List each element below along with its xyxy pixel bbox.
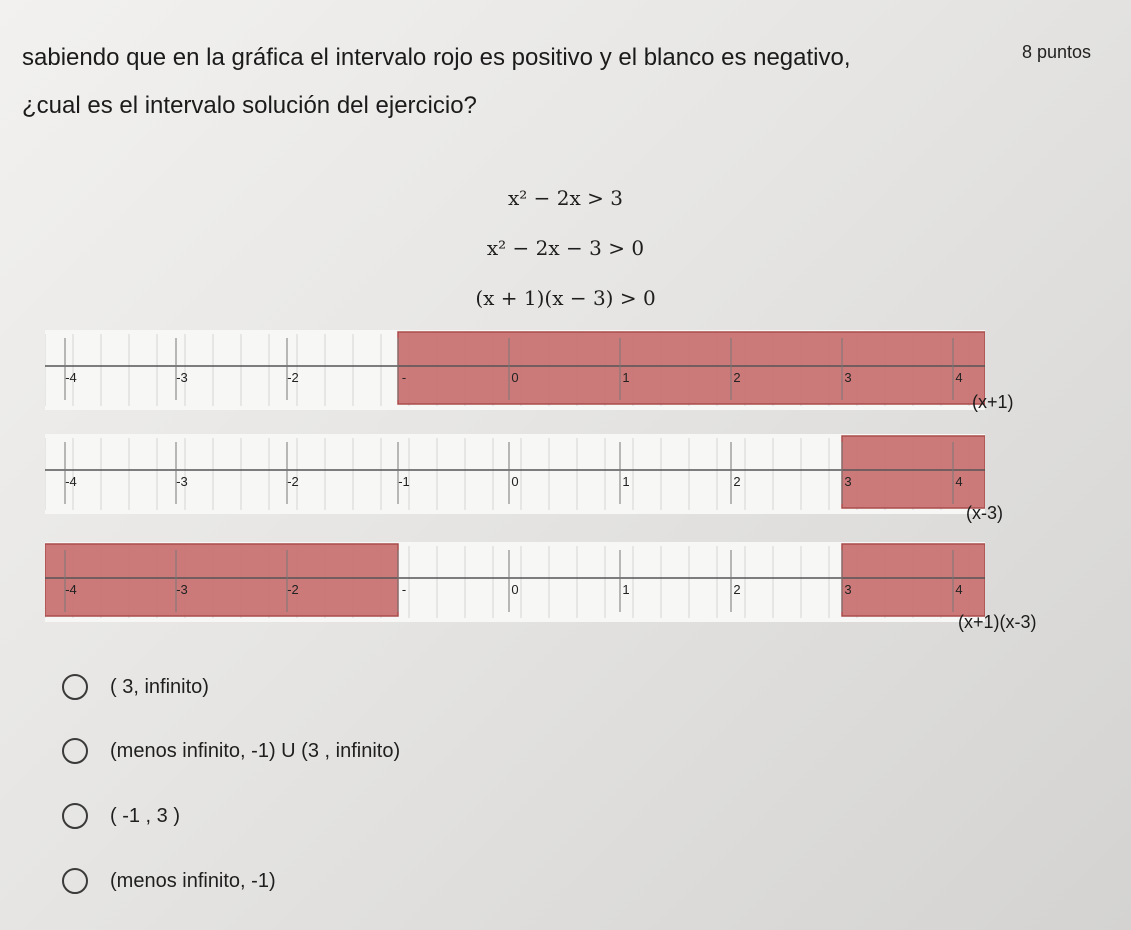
tick-label: -3 (176, 582, 188, 597)
number-line-svg (45, 330, 985, 410)
tick-label: 0 (511, 474, 519, 489)
option-label: (menos infinito, -1) U (3 , infinito) (110, 739, 401, 762)
number-line-svg (45, 434, 985, 514)
option-4[interactable] (62, 861, 662, 901)
tick-label: -4 (65, 370, 77, 385)
number-line-label: (x+1) (972, 392, 1014, 412)
tick-label: -2 (287, 582, 299, 597)
option-label: (menos infinito, -1) (110, 869, 276, 892)
tick-label: -1 (398, 474, 410, 489)
number-line-x-plus-1 (45, 330, 985, 410)
equation-2: x² − 2x − 3 > 0 (486, 236, 645, 260)
tick-label: 3 (844, 370, 852, 385)
tick-label: - (401, 370, 407, 385)
tick-label: 1 (622, 370, 630, 385)
number-line-x-minus-3 (45, 434, 985, 514)
tick-label: - (401, 582, 407, 597)
points-label: 8 puntos (1021, 42, 1091, 62)
radio-button-icon[interactable] (62, 674, 88, 700)
tick-label: 0 (511, 370, 519, 385)
equation-3: (x + 1)(x − 3) > 0 (475, 286, 656, 310)
tick-label: 3 (844, 474, 852, 489)
option-label: ( 3, infinito) (110, 675, 209, 698)
tick-label: 4 (955, 474, 963, 489)
tick-label: 3 (844, 582, 852, 597)
number-line-label: (x-3) (966, 503, 1003, 523)
option-2[interactable] (62, 731, 662, 771)
option-3[interactable] (62, 796, 662, 836)
tick-label: -3 (176, 370, 188, 385)
tick-label: 4 (955, 582, 963, 597)
tick-label: 0 (511, 582, 519, 597)
tick-label: 1 (622, 474, 630, 489)
option-1[interactable] (62, 667, 662, 707)
option-label: ( -1 , 3 ) (110, 804, 181, 827)
equation-1: x² − 2x > 3 (508, 186, 623, 210)
question-text: sabiendo que en la gráfica el intervalo rojo es positivo y el blanco es negativo, ¿cual es el intervalo solución del ejercicio? (22, 44, 851, 119)
positive-interval (398, 332, 985, 404)
positive-interval (842, 544, 985, 616)
number-line-svg (45, 542, 985, 622)
tick-label: 2 (733, 582, 741, 597)
positive-interval (842, 436, 985, 508)
tick-label: 2 (733, 370, 741, 385)
number-line-product (45, 542, 985, 622)
radio-button-icon[interactable] (62, 868, 88, 894)
positive-interval (45, 544, 398, 616)
tick-label: 4 (955, 370, 963, 385)
tick-label: -4 (65, 582, 77, 597)
radio-button-icon[interactable] (62, 803, 88, 829)
tick-label: -2 (287, 474, 299, 489)
tick-label: -3 (176, 474, 188, 489)
tick-label: 1 (622, 582, 630, 597)
tick-label: -2 (287, 370, 299, 385)
radio-button-icon[interactable] (62, 738, 88, 764)
number-line-label: (x+1)(x-3) (958, 612, 1037, 632)
tick-label: 2 (733, 474, 741, 489)
tick-label: -4 (65, 474, 77, 489)
